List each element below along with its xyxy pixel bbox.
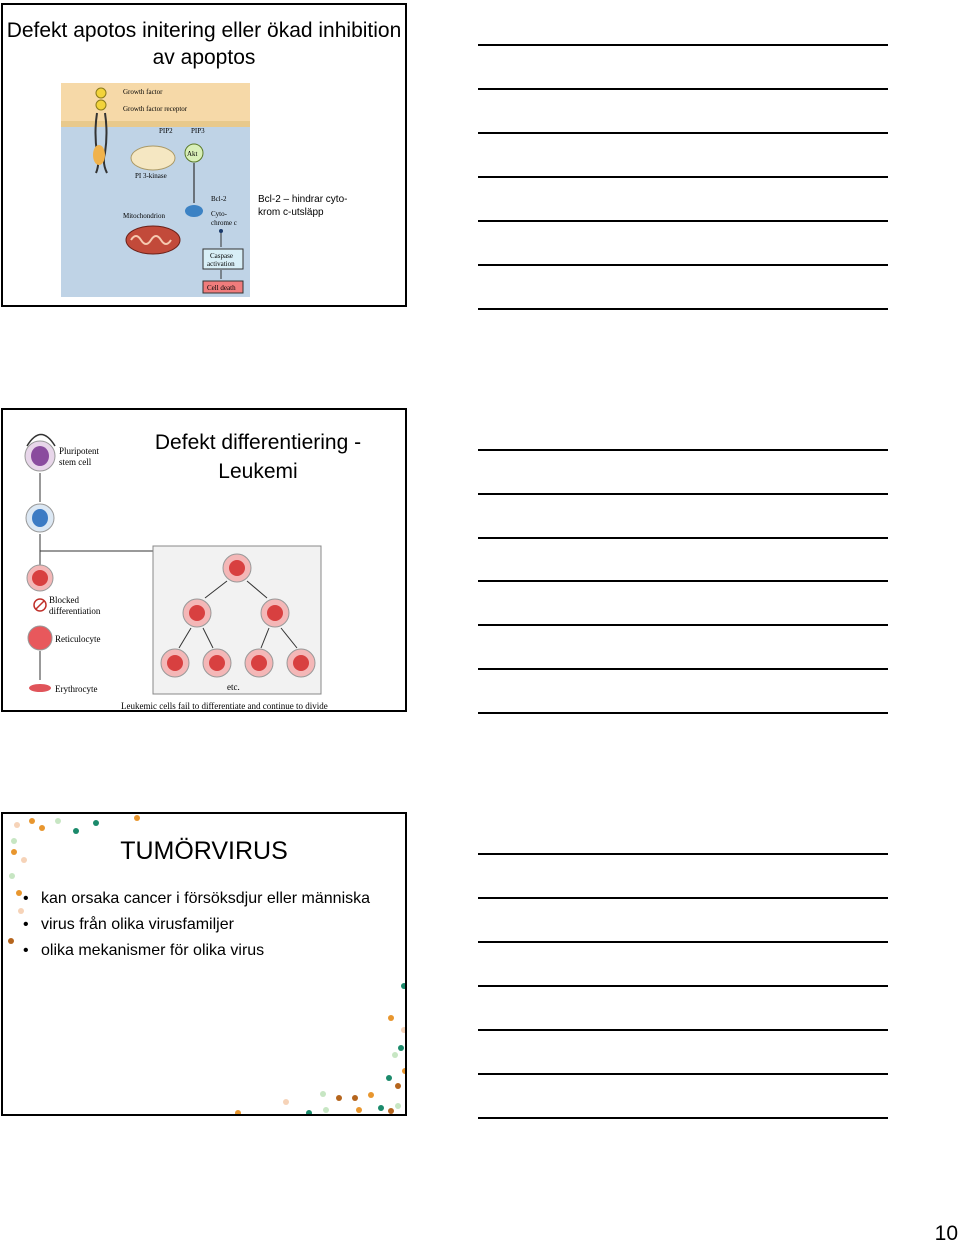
dot [356, 1107, 362, 1113]
label-etc: etc. [227, 682, 240, 692]
bullet-item: • kan orsaka cancer i försöksdjur eller människa [23, 888, 393, 909]
leukemic-nucleus [209, 655, 225, 671]
dot [16, 890, 22, 896]
label-bcl2: Bcl-2 [211, 195, 227, 203]
note-line [478, 264, 888, 266]
dot [398, 1045, 404, 1051]
dot [378, 1105, 384, 1111]
slide-title [3, 836, 405, 866]
leukemic-nucleus [167, 655, 183, 671]
bullet-item: • virus från olika virusfamiljer [23, 914, 393, 935]
label-mitochondrion: Mitochondrion [123, 212, 165, 220]
slide-tumorvirus [1, 812, 407, 1116]
label-reticulocyte: Reticulocyte [55, 634, 101, 644]
dot [306, 1110, 312, 1116]
slide-title [123, 428, 393, 486]
dot [8, 938, 14, 944]
label-erythrocyte: Erythrocyte [55, 684, 98, 694]
dot [134, 815, 140, 821]
note-line [478, 580, 888, 582]
label-cytochrome-1: Cyto- [211, 210, 227, 218]
slide-title-text: Defekt apotos initering eller ökad inhibition av apoptos [6, 19, 402, 69]
slide-title-line-2: Leukemi [218, 460, 298, 483]
note-line [478, 668, 888, 670]
label-growth-factor-receptor: Growth factor receptor [123, 105, 188, 113]
slide-title [3, 17, 405, 71]
dot [73, 828, 79, 834]
receptor-kinase [93, 145, 105, 165]
label-pi3k: PI 3-kinase [135, 172, 167, 180]
slide-title-text: TUMÖRVIRUS [120, 837, 288, 865]
note-line [478, 1073, 888, 1075]
progenitor-nucleus [32, 509, 48, 527]
membrane [61, 121, 250, 127]
dot [392, 1052, 398, 1058]
dot [368, 1092, 374, 1098]
note-line [478, 176, 888, 178]
dot [39, 825, 45, 831]
growth-factor-shape [96, 88, 106, 98]
dot [9, 873, 15, 879]
bullet-item: • olika mekanismer för olika virus [23, 940, 393, 961]
note-line [478, 44, 888, 46]
slide-apoptosis [1, 3, 407, 307]
note-line [478, 493, 888, 495]
label-pip3: PIP3 [191, 127, 205, 135]
note-line [478, 897, 888, 899]
label-blocked-1: Blocked [49, 595, 79, 605]
dot [235, 1110, 241, 1116]
dot [29, 818, 35, 824]
label-bottom-caption: Leukemic cells fail to differentiate and continue to divide [121, 701, 328, 710]
page-number: 10 [934, 1222, 958, 1245]
bcl2-shape [185, 205, 203, 217]
note-line [478, 624, 888, 626]
label-pluripotent-1: Pluripotent [59, 446, 99, 456]
dot [401, 1027, 407, 1033]
label-pluripotent-2: stem cell [59, 457, 92, 467]
cytochrome-dot [219, 229, 223, 233]
note-line [478, 712, 888, 714]
blast-nucleus [32, 570, 48, 586]
note-line [478, 1029, 888, 1031]
slide-leukemia [1, 408, 407, 712]
label-caspase-1: Caspase [210, 252, 233, 260]
note-line [478, 537, 888, 539]
label-pip2: PIP2 [159, 127, 173, 135]
leukemic-nucleus [189, 605, 205, 621]
label-growth-factor: Growth factor [123, 88, 163, 96]
note-line [478, 941, 888, 943]
note-line [478, 132, 888, 134]
dot [336, 1095, 342, 1101]
dot [395, 1083, 401, 1089]
leukemic-nucleus [267, 605, 283, 621]
dot [388, 1108, 394, 1114]
dot [401, 983, 407, 989]
apoptosis-pathway-figure [61, 83, 250, 297]
mitochondrion-shape [126, 226, 180, 254]
label-blocked-2: differentiation [49, 606, 101, 616]
leukemic-nucleus [229, 560, 245, 576]
dot [323, 1107, 329, 1113]
stem-cell-nucleus [31, 446, 49, 466]
note-line [478, 220, 888, 222]
blocked-icon-slash [36, 601, 44, 609]
slide-caption [258, 193, 347, 219]
label-cell-death: Cell death [207, 284, 236, 292]
note-line [478, 853, 888, 855]
growth-factor-shape-2 [96, 100, 106, 110]
dot [320, 1091, 326, 1097]
pi3-kinase-shape [131, 146, 175, 170]
label-caspase-2: activation [207, 260, 235, 268]
dot [55, 818, 61, 824]
reticulocyte-cell [28, 626, 52, 650]
dot [14, 822, 20, 828]
note-line [478, 449, 888, 451]
dot [283, 1099, 289, 1105]
caption-line-1: Bcl-2 – hindrar cyto- [258, 194, 348, 205]
erythrocyte-cell [29, 684, 51, 692]
leukemic-nucleus [293, 655, 309, 671]
dot [386, 1075, 392, 1081]
note-line [478, 1117, 888, 1119]
dot [395, 1103, 401, 1109]
slide-title-line-1: Defekt differentiering - [154, 431, 362, 454]
dot [352, 1095, 358, 1101]
caption-line-2: krom c-utsläpp [258, 207, 324, 218]
label-akt: Akt [187, 150, 198, 158]
bullet-list [23, 888, 393, 966]
dot [93, 820, 99, 826]
leukemic-nucleus [251, 655, 267, 671]
dot [388, 1015, 394, 1021]
note-line [478, 308, 888, 310]
note-line [478, 985, 888, 987]
label-cytochrome-2: chrome c [211, 219, 237, 227]
dot [402, 1068, 407, 1074]
note-line [478, 88, 888, 90]
